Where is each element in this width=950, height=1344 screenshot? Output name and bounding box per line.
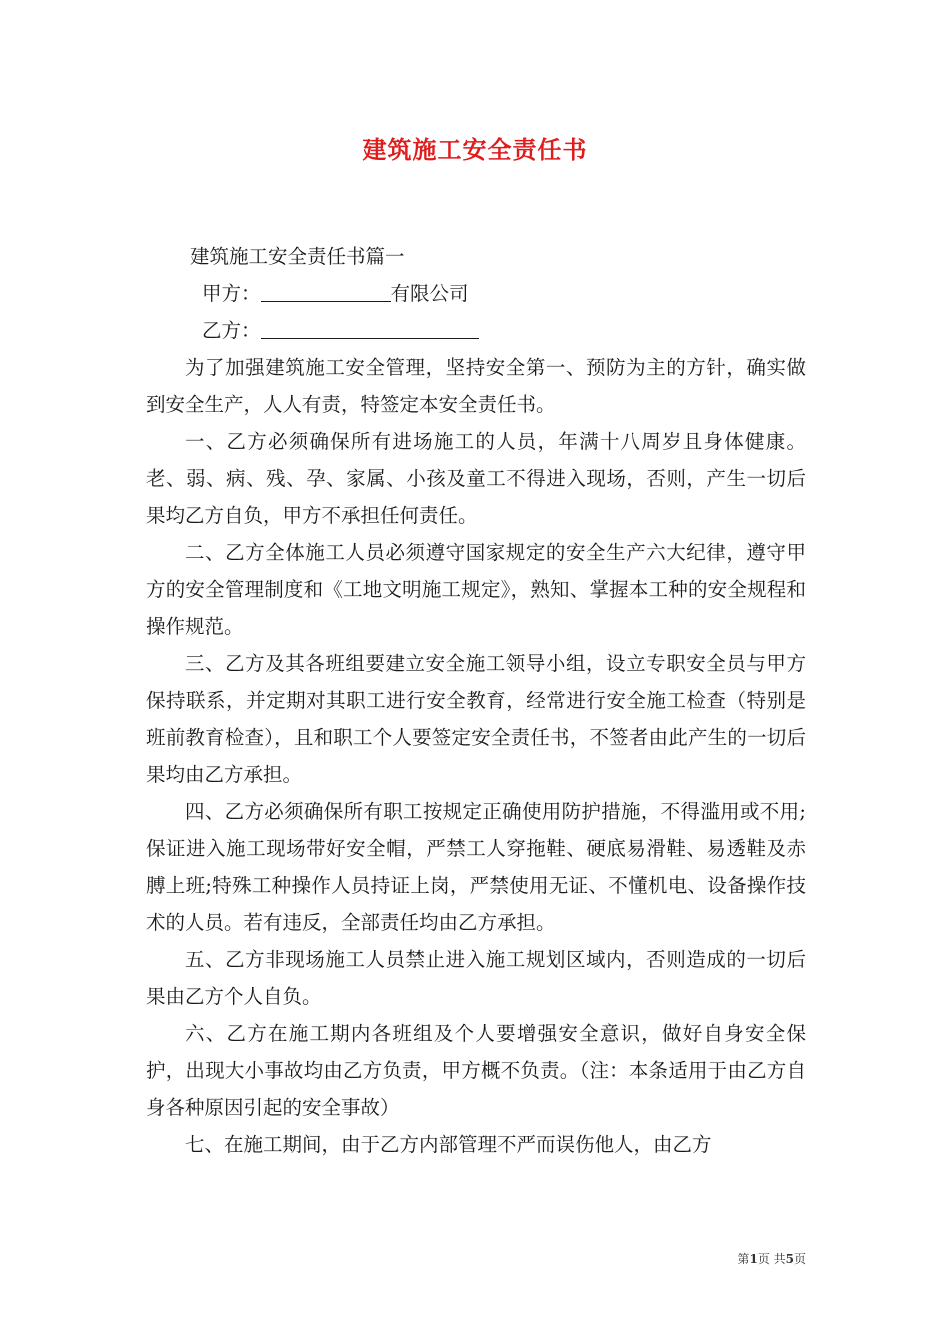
page-footer xyxy=(737,1250,806,1267)
section-heading: 建筑施工安全责任书篇一 xyxy=(190,245,405,268)
paragraph-clause-5: 五、乙方非现场施工人员禁止进入施工规划区域内，否则造成的一切后果由乙方个人自负。 xyxy=(146,948,806,1008)
footer-suffix: 页 xyxy=(793,1252,806,1266)
party-b-label: 乙方： xyxy=(202,319,261,342)
paragraph-clause-3: 三、乙方及其各班组要建立安全施工领导小组，设立专职安全员与甲方保持联系，并定期对其职工进行安全教育，经常进行安全施工检查（特别是班前教育检查），且和职工个人要签定安全责任书，不签者由此产生的一切后果均由乙方承担。 xyxy=(146,652,806,786)
paragraph-clause-7: 七、在施工期间，由于乙方内部管理不严而误伤他人，由乙方 xyxy=(185,1133,712,1156)
paragraph-clause-1: 一、乙方必须确保所有进场施工的人员，年满十八周岁且身体健康。老、弱、病、残、孕、家属、小孩及童工不得进入现场，否则，产生一切后果均乙方自负，甲方不承担任何责任。 xyxy=(146,430,806,527)
footer-middle: 页 共 xyxy=(757,1252,786,1266)
paragraph-clause-2: 二、乙方全体施工人员必须遵守国家规定的安全生产六大纪律，遵守甲方的安全管理制度和《工地文明施工规定》，熟知、掌握本工种的安全规程和操作规范。 xyxy=(146,541,806,638)
paragraph-clause-6: 六、乙方在施工期内各班组及个人要增强安全意识，做好自身安全保护，出现大小事故均由乙方负责，甲方概不负责。（注：本条适用于由乙方自身各种原因引起的安全事故） xyxy=(146,1022,806,1119)
footer-total-pages: 5 xyxy=(785,1252,794,1266)
paragraph-clause-4: 四、乙方必须确保所有职工按规定正确使用防护措施，不得滥用或不用;保证进入施工现场带好安全帽，严禁工人穿拖鞋、硬底易滑鞋、易透鞋及赤膊上班;特殊工种操作人员持证上岗，严禁使用无证、不懂机电、设备操作技术的人员。若有违反，全部责任均由乙方承担。 xyxy=(146,800,806,934)
document-body xyxy=(146,238,806,1163)
footer-page-number: 1 xyxy=(749,1252,758,1266)
party-a-label: 甲方： xyxy=(202,282,261,305)
party-b-blank xyxy=(261,316,479,339)
footer-prefix: 第 xyxy=(737,1252,750,1266)
party-a-blank xyxy=(261,279,391,302)
party-a-suffix: 有限公司 xyxy=(390,282,469,305)
paragraph-intro: 为了加强建筑施工安全管理，坚持安全第一、预防为主的方针，确实做到安全生产，人人有责，特签定本安全责任书。 xyxy=(146,356,806,416)
document-title: 建筑施工安全责任书 xyxy=(362,135,588,164)
party-a-line xyxy=(146,275,806,312)
party-b-line xyxy=(146,312,806,349)
